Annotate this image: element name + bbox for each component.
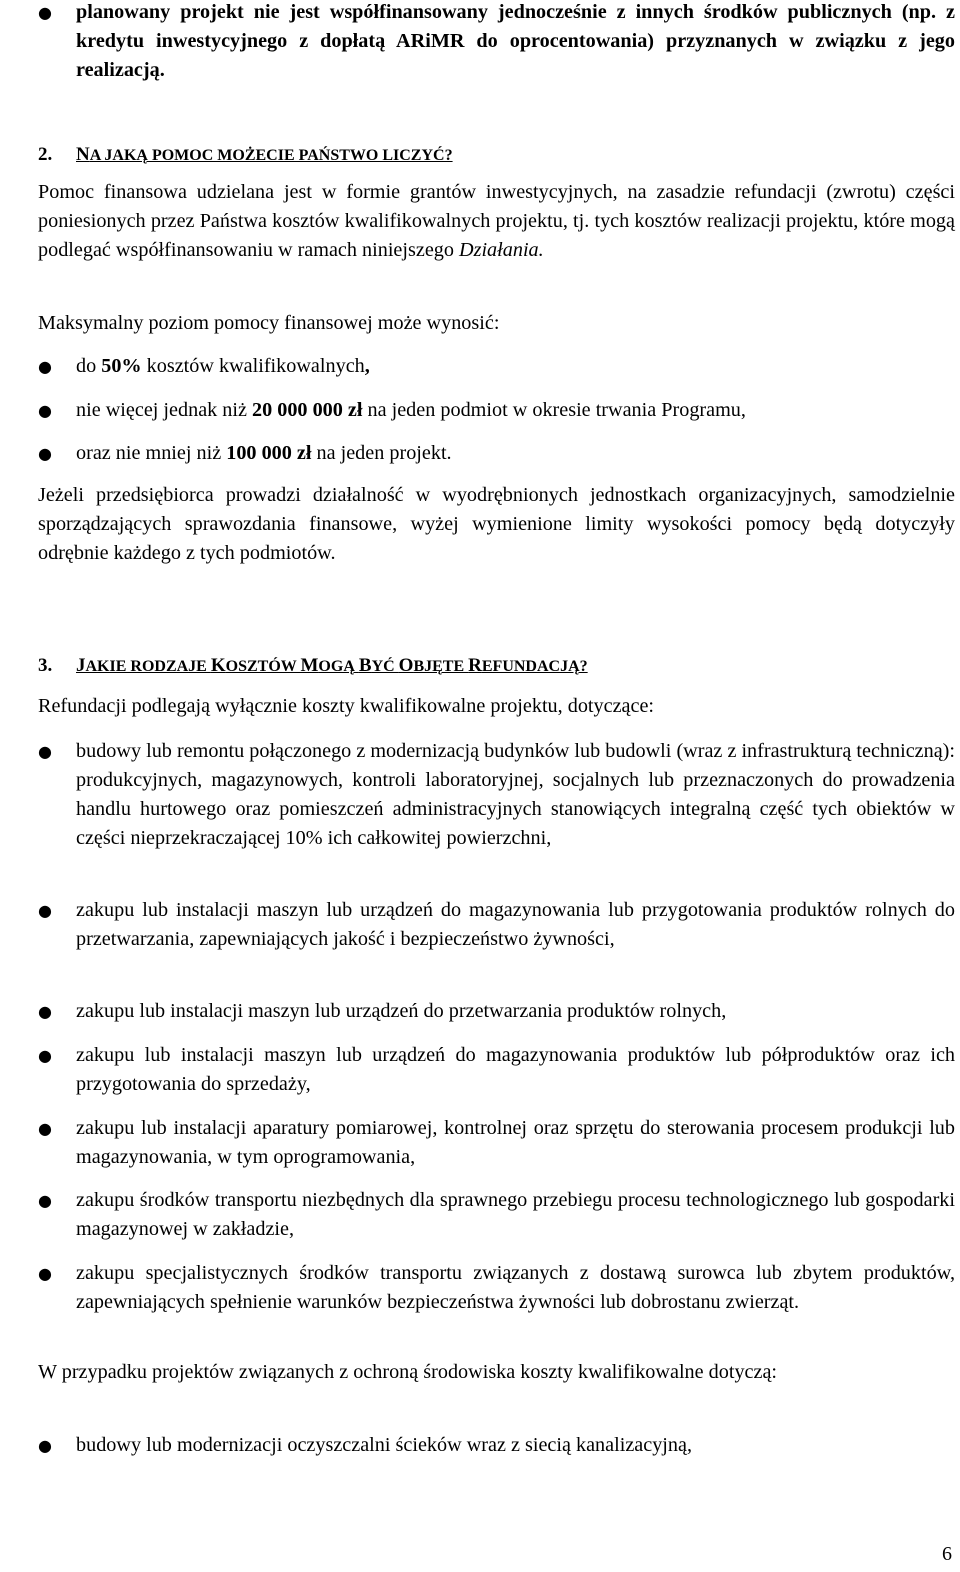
- list-bold: 100 000 zł: [226, 442, 312, 464]
- page-number: 6: [942, 1543, 952, 1565]
- paragraph: Refundacji podlegają wyłącznie koszty kwalifikowalne projektu, dotyczące:: [38, 695, 655, 717]
- bullet-icon: ●: [38, 3, 52, 22]
- list-item: [38, 1041, 955, 1099]
- paragraph: W przypadku projektów związanych z ochroną środowiska koszty kwalifikowalne dotyczą:: [38, 1361, 778, 1383]
- bullet-icon: ●: [38, 1191, 52, 1210]
- paragraph: [38, 178, 955, 265]
- heading-initial: R: [468, 655, 482, 676]
- paragraph: Maksymalny poziom pomocy finansowej może wynosić:: [38, 312, 500, 334]
- list-item-text: zakupu lub instalacji aparatury pomiarowej, kontrolnej oraz sprzętu do sterowania procesem produkcji lub magazynowania, w tym oprogramowania,: [76, 1117, 955, 1168]
- list-item-text: zakupu środków transportu niezbędnych dla sprawnego przebiegu procesu technologicznego lub gospodarki magazynowej w zakładzie,: [76, 1189, 955, 1240]
- heading-initial: J: [76, 655, 86, 676]
- bullet-icon: ●: [38, 401, 52, 420]
- list-text: nie więcej jednak niż: [76, 399, 252, 421]
- bullet-icon: ●: [38, 357, 52, 376]
- heading-text: OGĄ: [318, 658, 359, 675]
- list-item: [38, 1114, 955, 1172]
- paragraph-text: Pomoc finansowa udzielana jest w formie grantów inwestycyjnych, na zasadzie refundacji (zwrotu) części poniesionych przez Państwa kosztów kwalifikowalnych projektu, tj. tych kosztów realizacji projektu, które mogą podlegać współfinansowaniu w ramach niniejszego: [38, 181, 955, 261]
- list-item: [38, 896, 955, 954]
- bullet-icon: ●: [38, 1264, 52, 1283]
- heading-text: EFUNDACJĄ?: [481, 658, 588, 675]
- list-item-text: planowany projekt nie jest współfinansowany jednocześnie z innych środków publicznych (np. z kredytu inwestycyjnego z dopłatą ARiMR do oprocentowania) przyznanych w związku z jego realizacją.: [76, 1, 955, 81]
- bullet-icon: ●: [38, 444, 52, 463]
- paragraph: Jeżeli przedsiębiorca prowadzi działalność w wyodrębnionych jednostkach organizacyjnych, samodzielnie sporządzających sprawozdania finansowe, wyżej wymienione limity wysokości pomocy będą dotyczyły odrębnie każdego z tych podmiotów.: [38, 484, 955, 564]
- heading-initial: K: [210, 655, 226, 676]
- list-item: [38, 352, 955, 381]
- bullet-icon: ●: [38, 901, 52, 920]
- list-item: [38, 439, 955, 468]
- paragraph-italic: Działania.: [459, 239, 544, 261]
- list-item: [38, 396, 955, 425]
- list-item-text: zakupu specjalistycznych środków transportu związanych z dostawą surowca lub zbytem produktów, zapewniających spełnienie warunków bezpieczeństwa żywności lub dobrostanu zwierząt.: [76, 1262, 955, 1313]
- list-item-text: zakupu lub instalacji maszyn lub urządzeń do magazynowania produktów lub półproduktów oraz ich przygotowania do sprzedaży,: [76, 1044, 955, 1095]
- list-text: na jeden projekt.: [311, 442, 452, 464]
- list-item: [38, 0, 955, 85]
- list-text: oraz nie mniej niż: [76, 442, 227, 464]
- list-item-text: budowy lub modernizacji oczyszczalni ścieków wraz z siecią kanalizacyjną,: [76, 1434, 693, 1456]
- list-item: [38, 737, 955, 853]
- heading-text: A JAKĄ POMOC MOŻECIE PAŃSTWO LICZYĆ?: [89, 147, 453, 164]
- heading-text: BJĘTE: [413, 658, 469, 675]
- section-heading-3: [38, 651, 955, 681]
- heading-initial: N: [76, 144, 90, 165]
- list-item: [38, 1431, 955, 1460]
- bullet-icon: ●: [38, 1119, 52, 1138]
- section-heading-2: [38, 140, 955, 170]
- list-text: do: [76, 355, 102, 377]
- bullet-icon: ●: [38, 742, 52, 761]
- bullet-icon: ●: [38, 1046, 52, 1065]
- heading-text: YĆ: [371, 658, 399, 675]
- list-item: [38, 1186, 955, 1244]
- list-item-text: budowy lub remontu połączonego z modernizacją budynków lub budowli (wraz z infrastrukturą techniczną): produkcyjnych, magazynowych, kontroli laboratoryjnej, socjalnych lub przeznaczonych do prowadzenia handlu hurtowego oraz pomieszczeń administracyjnych stanowiących integralną część tych obiektów w części nieprzekraczającej 10% ich całkowitej powierzchni,: [76, 740, 955, 849]
- list-bold: 50%: [101, 355, 142, 377]
- bullet-icon: ●: [38, 1436, 52, 1455]
- list-item-text: zakupu lub instalacji maszyn lub urządzeń do przetwarzania produktów rolnych,: [76, 1000, 727, 1022]
- bullet-icon: ●: [38, 1002, 52, 1021]
- list-bold: 20 000 000 zł: [252, 399, 363, 421]
- list-bold: ,: [364, 355, 370, 377]
- list-item: [38, 997, 955, 1026]
- list-item: [38, 1259, 955, 1317]
- section-number: 2.: [38, 144, 53, 165]
- heading-initial: B: [358, 655, 372, 676]
- section-number: 3.: [38, 655, 53, 676]
- heading-initial: M: [300, 655, 319, 676]
- list-item-text: zakupu lub instalacji maszyn lub urządzeń do magazynowania lub przygotowania produktów rolnych do przetwarzania, zapewniających jakość i bezpieczeństwo żywności,: [76, 899, 955, 950]
- heading-text: OSZTÓW: [225, 658, 301, 675]
- list-text: kosztów kwalifikowalnych: [141, 355, 365, 377]
- heading-text: AKIE RODZAJE: [85, 658, 211, 675]
- heading-initial: O: [398, 655, 414, 676]
- list-text: na jeden podmiot w okresie trwania Programu,: [362, 399, 746, 421]
